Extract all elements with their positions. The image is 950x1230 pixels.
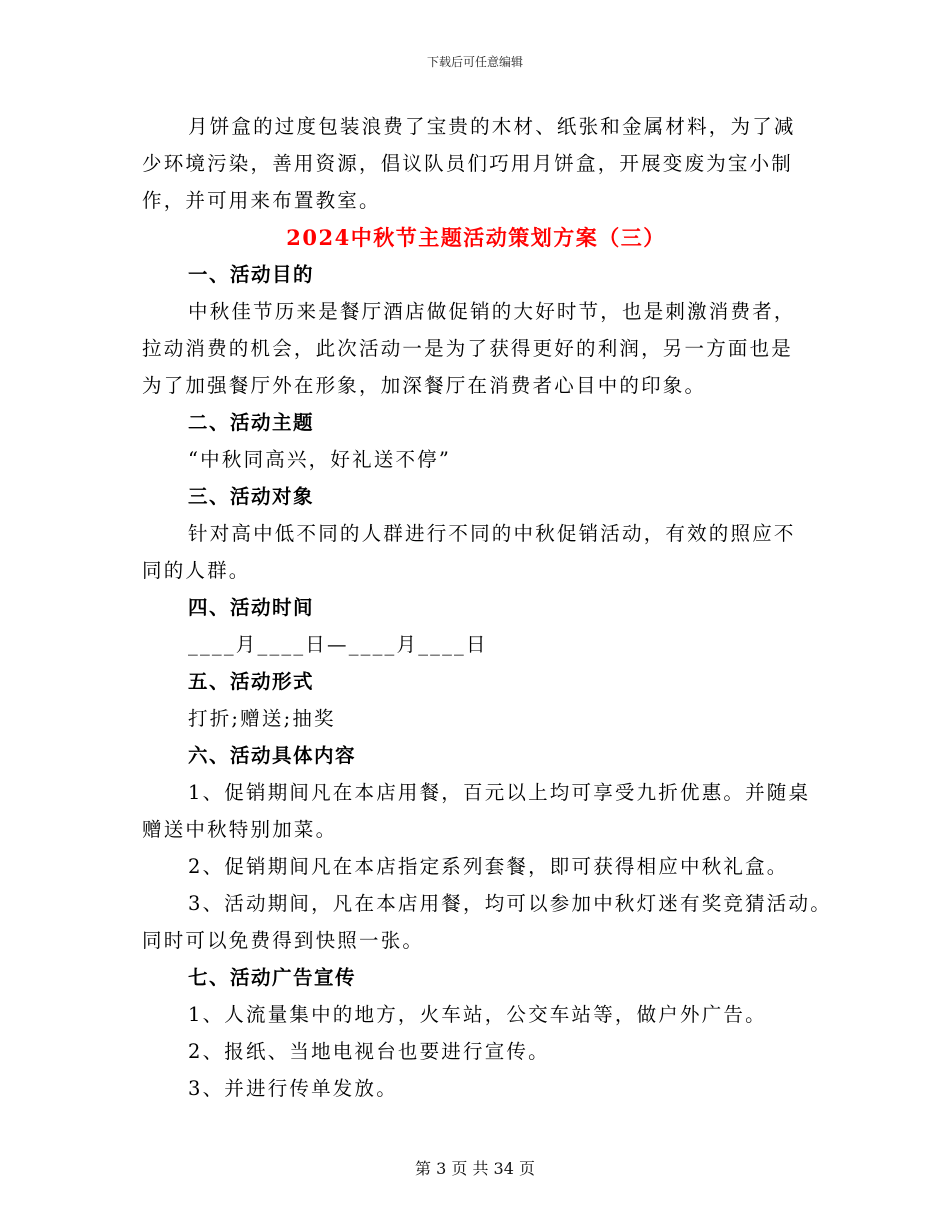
advertising-item-3: 3、并进行传单发放。 [188,1077,398,1100]
content-item-1-line-1: 1、促销期间凡在本店用餐，百元以上均可享受九折优惠。并随桌 [188,781,811,804]
content-item-2: 2、促销期间凡在本店指定系列套餐，即可获得相应中秋礼盒。 [188,855,789,878]
purpose-line-2: 拉动消费的机会，此次活动一是为了获得更好的利润，另一方面也是 [142,337,794,360]
purpose-line-3: 为了加强餐厅外在形象，加深餐厅在消费者心目中的印象。 [142,374,707,397]
page-footer: 第 3 页 共 34 页 [415,1159,535,1178]
section-title: 2024中秋节主题活动策划方案（三） [286,225,666,250]
audience-line-1: 针对高中低不同的人群进行不同的中秋促销活动，有效的照应不 [188,522,796,545]
heading-theme: 二、活动主题 [188,411,315,434]
heading-time: 四、活动时间 [188,596,315,619]
heading-audience: 三、活动对象 [188,485,315,508]
heading-advertising: 七、活动广告宣传 [188,966,357,989]
intro-line-2: 少环境污染，善用资源，倡议队员们巧用月饼盒，开展变废为宝小制 [142,152,794,175]
document-body [142,108,832,1107]
advertising-item-1: 1、人流量集中的地方，火车站，公交车站等，做户外广告。 [188,1003,767,1026]
time-text: ____月____日—____月____日 [188,633,488,656]
intro-line-1: 月饼盒的过度包装浪费了宝贵的木材、纸张和金属材料，为了减 [188,115,796,138]
content-item-3-line-1: 3、活动期间，凡在本店用餐，均可以参加中秋灯迷有奖竞猜活动。 [188,892,832,915]
format-text: 打折;赠送;抽奖 [188,707,336,730]
purpose-line-1: 中秋佳节历来是餐厅酒店做促销的大好时节，也是刺激消费者， [188,300,796,323]
theme-text: “中秋同高兴，好礼送不停” [188,448,452,471]
heading-purpose: 一、活动目的 [188,263,315,286]
intro-line-3: 作，并可用来布置教室。 [142,189,381,212]
advertising-item-2: 2、报纸、当地电视台也要进行宣传。 [188,1040,550,1063]
heading-format: 五、活动形式 [188,670,315,693]
audience-line-2: 同的人群。 [142,559,251,582]
content-item-1-line-2: 赠送中秋特别加菜。 [142,818,338,841]
heading-content: 六、活动具体内容 [188,744,357,767]
content-item-3-line-2: 同时可以免费得到快照一张。 [142,929,425,952]
page-header: 下载后可任意编辑 [426,55,523,69]
